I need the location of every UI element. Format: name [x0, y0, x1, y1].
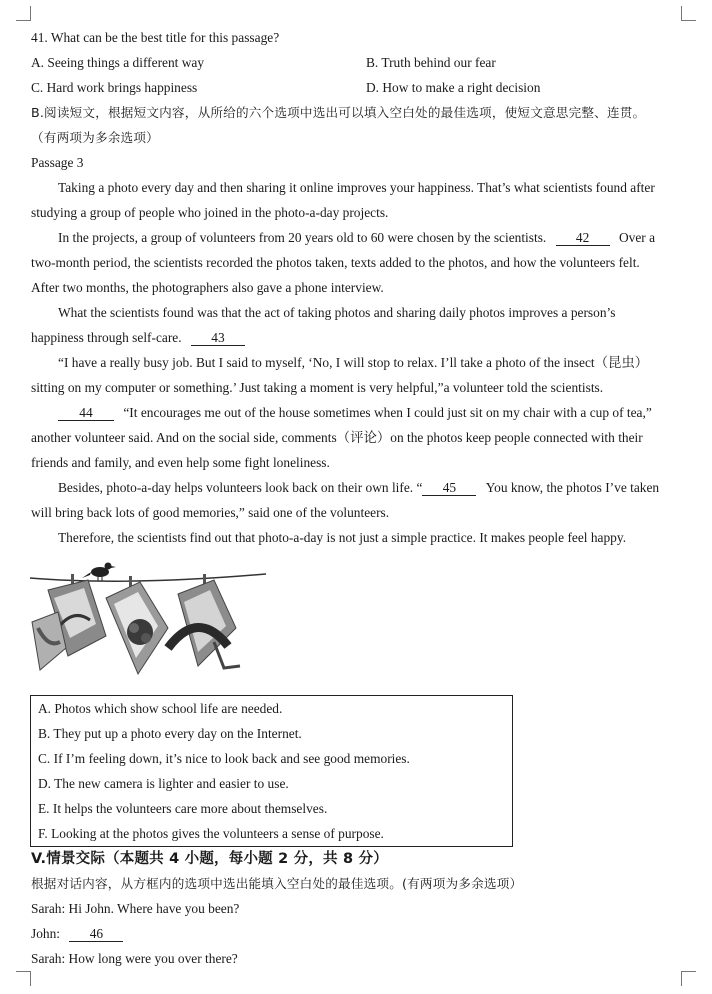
passage-text: What the scientists found was that the act of taking photos and sharing daily photos improves a person’s — [58, 305, 616, 320]
hanging-photo — [168, 580, 240, 668]
dialogue-line — [31, 925, 123, 943]
passage-text-segment: happiness through self-care. — [31, 330, 182, 345]
passage-text — [58, 479, 659, 497]
option-b: B. They put up a photo every day on the Internet. — [38, 726, 302, 741]
passage-text-segment: Over a — [618, 230, 656, 245]
hanging-photo — [106, 582, 168, 674]
blank-44: 44 — [58, 405, 114, 421]
option-d: D. The new camera is lighter and easier to use. — [38, 776, 289, 791]
blank-42: 42 — [556, 230, 610, 246]
dialogue-line: Sarah: How long were you over there? — [31, 951, 238, 966]
option-f: F. Looking at the photos gives the volunteers a sense of purpose. — [38, 826, 384, 841]
q41-option-a: A. Seeing things a different way — [31, 55, 205, 70]
section-v-instruction: 根据对话内容，从方框内的选项中选出能填入空白处的最佳选项。(有两项为多余选项） — [31, 876, 523, 891]
passage-text-segment: Besides, photo-a-day helps volunteers look back on their own life. “ — [58, 480, 423, 495]
passage-text: will bring back lots of good memories,” said one of the volunteers. — [31, 505, 390, 520]
section-b-instruction: B.阅读短文，根据短文内容，从所给的六个选项中选出可以填入空白处的最佳选项，使短文意思完整、连贯。 — [31, 105, 646, 120]
passage-text-segment: You know, the photos I’ve taken — [485, 480, 660, 495]
crop-mark-top-left — [16, 6, 31, 21]
passage-text: another volunteer said. And on the social side, comments（评论）on the photos keep people connected with their — [31, 430, 643, 445]
q41-question: 41. What can be the best title for this passage? — [31, 30, 280, 45]
passage-text: friends and family, and even help some fight loneliness. — [31, 455, 330, 470]
passage-text: Therefore, the scientists find out that photo-a-day is not just a simple practice. It makes people feel happy. — [58, 530, 627, 545]
passage-text: two-month period, the scientists recorded the photos taken, texts added to the photos, and how the volunteers felt. — [31, 255, 640, 270]
crop-mark-bottom-left — [16, 971, 31, 986]
photo-illustration — [28, 558, 270, 688]
passage-text — [31, 329, 245, 347]
q41-option-b: B. Truth behind our fear — [366, 55, 496, 70]
passage-text — [58, 229, 655, 247]
crop-mark-top-right — [681, 6, 696, 21]
section-v-heading: V.情景交际（本题共 4 小题，每小题 2 分，共 8 分） — [31, 851, 388, 867]
blank-46: 46 — [69, 926, 123, 942]
option-c: C. If I’m feeling down, it’s nice to look back and see good memories. — [38, 751, 410, 766]
option-a: A. Photos which show school life are needed. — [38, 701, 283, 716]
q41-option-c: C. Hard work brings happiness — [31, 80, 198, 95]
section-b-instruction-note: （有两项为多余选项） — [31, 130, 159, 145]
passage-text: sitting on my computer or something.’ Just taking a moment is very helpful,”a volunteer told the scientists. — [31, 380, 604, 395]
bird-icon — [82, 563, 116, 582]
passage-text: studying a group of people who joined in the photo-a-day projects. — [31, 205, 389, 220]
dialogue-speaker: John: — [31, 926, 61, 941]
blank-43: 43 — [191, 330, 245, 346]
option-e: E. It helps the volunteers care more about themselves. — [38, 801, 328, 816]
passage-text: “I have a really busy job. But I said to myself, ‘No, I will stop to relax. I’ll take a photo of the insect（昆虫） — [58, 355, 649, 370]
passage-text-segment: In the projects, a group of volunteers from 20 years old to 60 were chosen by the scientists. — [58, 230, 547, 245]
passage-text: After two months, the photographers also gave a phone interview. — [31, 280, 384, 295]
q41-option-d: D. How to make a right decision — [366, 80, 541, 95]
passage-text: Taking a photo every day and then sharing it online improves your happiness. That’s what scientists found after — [58, 180, 655, 195]
passage-text-segment: “It encourages me out of the house sometimes when I could just sit on my chair with a cup of tea,” — [123, 405, 652, 420]
dialogue-line: Sarah: Hi John. Where have you been? — [31, 901, 240, 916]
passage-title: Passage 3 — [31, 155, 84, 170]
blank-45: 45 — [422, 480, 476, 496]
answer-options-box — [30, 695, 513, 847]
crop-mark-bottom-right — [681, 971, 696, 986]
hanging-photo — [32, 580, 106, 670]
passage-text — [58, 404, 652, 422]
